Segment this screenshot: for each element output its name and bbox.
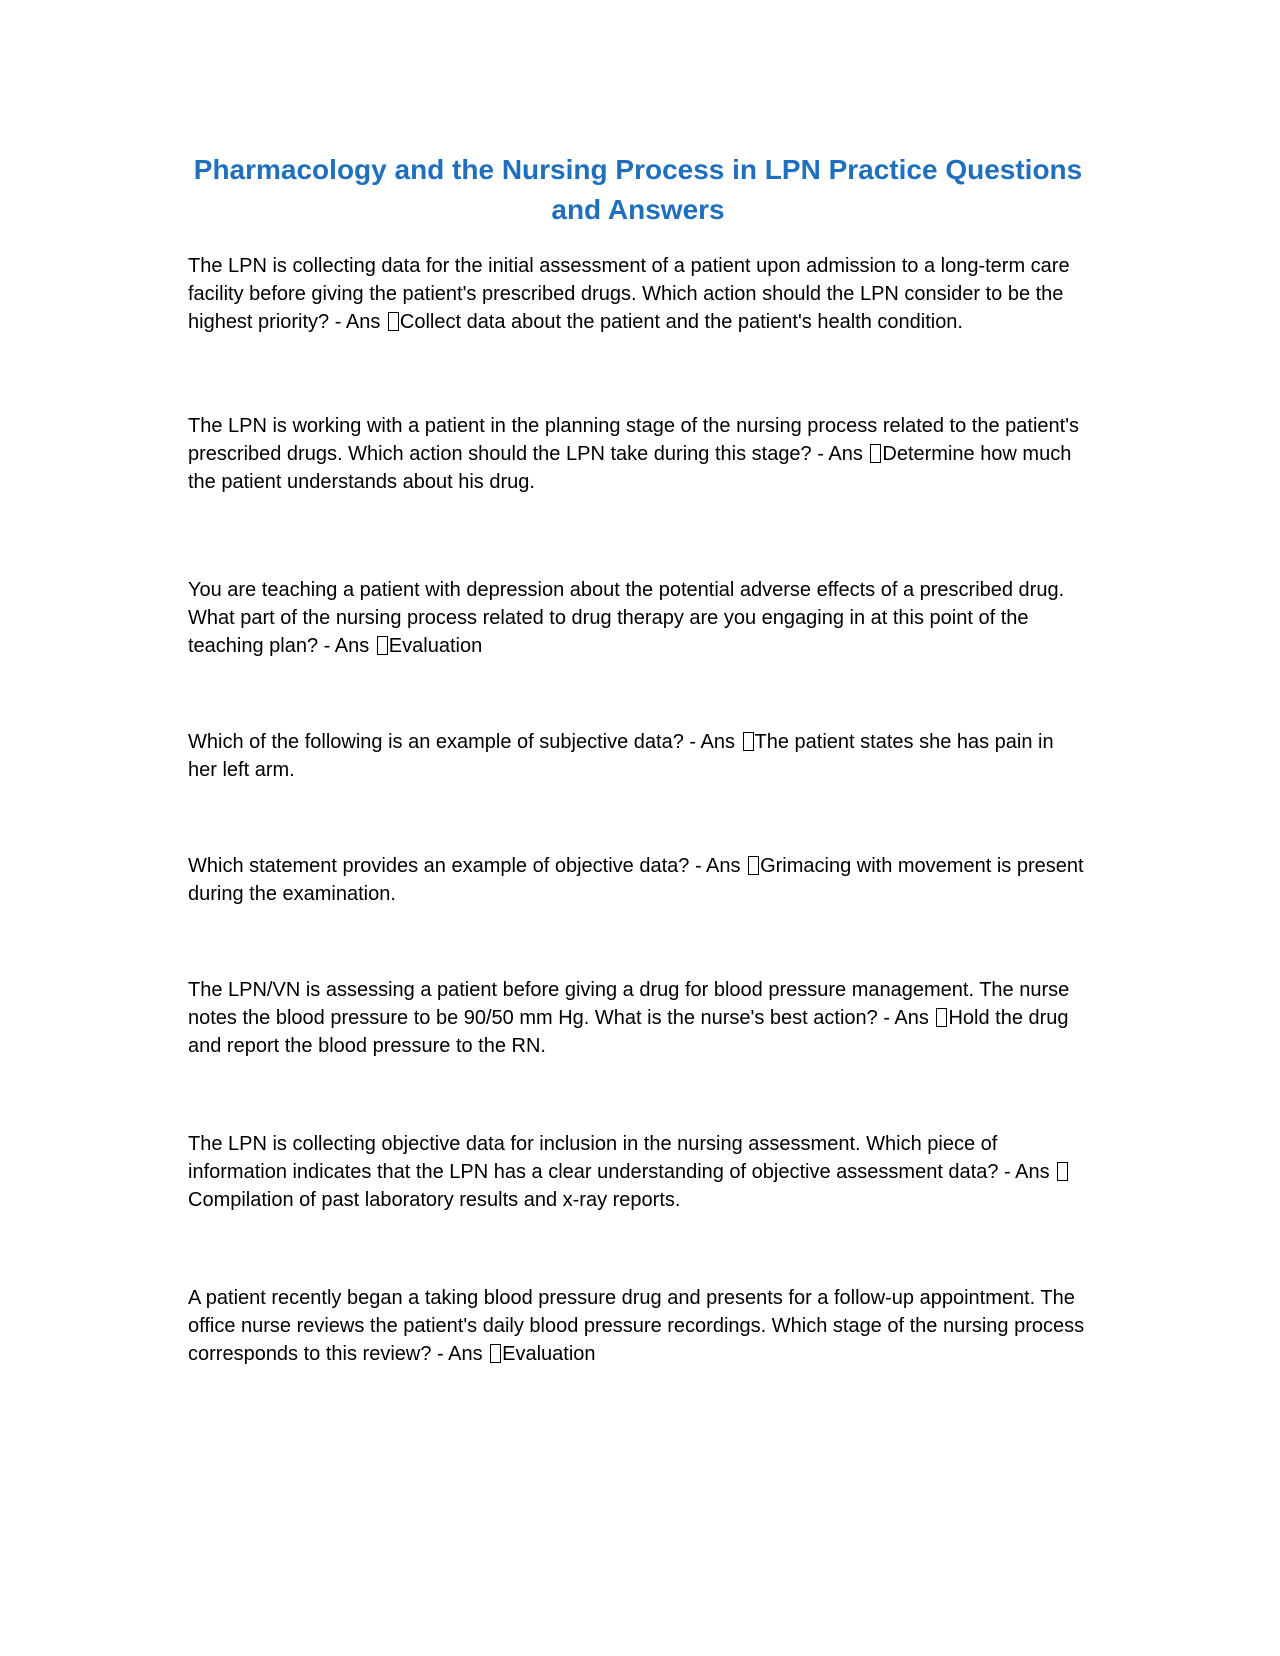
answer-text: Hold the drug and report the blood pressure to the RN.	[188, 1007, 1069, 1057]
answer-text: The patient states she has pain in her left arm.	[188, 731, 1054, 781]
missing-glyph-icon	[936, 1008, 947, 1027]
missing-glyph-icon	[377, 636, 388, 655]
qa-item-5	[188, 852, 1088, 908]
question-text: Which of the following is an example of subjective data? - Ans	[188, 731, 741, 753]
missing-glyph-icon	[1057, 1162, 1068, 1181]
qa-item-8	[188, 1284, 1088, 1368]
qa-item-2	[188, 412, 1088, 496]
answer-text: Compilation of past laboratory results and x-ray reports.	[188, 1189, 681, 1211]
document-content	[188, 150, 1088, 1368]
document-title: Pharmacology and the Nursing Process in LPN Practice Questions and Answers	[193, 154, 1083, 225]
answer-text: Evaluation	[502, 1343, 596, 1365]
qa-item-4	[188, 728, 1088, 784]
question-text: A patient recently began a taking blood pressure drug and presents for a follow-up appointment. The office nurse reviews the patient's daily blood pressure recordings. Which stage of the nursing process corresponds to this review? - Ans	[188, 1287, 1085, 1365]
missing-glyph-icon	[388, 312, 399, 331]
question-text: You are teaching a patient with depression about the potential adverse effects of a prescribed drug. What part of the nursing process related to drug therapy are you engaging in at this point of the teaching plan? - Ans	[188, 579, 1065, 657]
missing-glyph-icon	[748, 856, 759, 875]
qa-item-7	[188, 1130, 1088, 1214]
qa-item-3	[188, 576, 1088, 660]
answer-text: Evaluation	[388, 635, 483, 657]
answer-text: Grimacing with movement is present during the examination.	[188, 855, 1084, 905]
qa-item-1	[188, 252, 1088, 336]
answer-text: Collect data about the patient and the patient's health condition.	[399, 311, 963, 333]
question-text: Which statement provides an example of objective data? - Ans	[188, 855, 747, 877]
qa-item-6	[188, 976, 1088, 1060]
answer-text: Determine how much the patient understands about his drug.	[188, 443, 1072, 493]
missing-glyph-icon	[743, 732, 754, 751]
question-text: The LPN is collecting data for the initial assessment of a patient upon admission to a long-term care facility before giving the patient's prescribed drugs. Which action should the LPN consider to be the highest priority? - Ans	[188, 255, 1070, 333]
missing-glyph-icon	[490, 1344, 501, 1363]
question-text: The LPN is collecting objective data for inclusion in the nursing assessment. Which piece of information indicates that the LPN has a clear understanding of objective assessment data? - Ans	[188, 1133, 1056, 1183]
question-text: The LPN/VN is assessing a patient before giving a drug for blood pressure management. The nurse notes the blood pressure to be 90/50 mm Hg. What is the nurse's best action? - Ans	[188, 979, 1070, 1029]
missing-glyph-icon	[870, 444, 881, 463]
question-text: The LPN is working with a patient in the planning stage of the nursing process related to the patient's prescribed drugs. Which action should the LPN take during this stage? - Ans	[188, 415, 1080, 465]
